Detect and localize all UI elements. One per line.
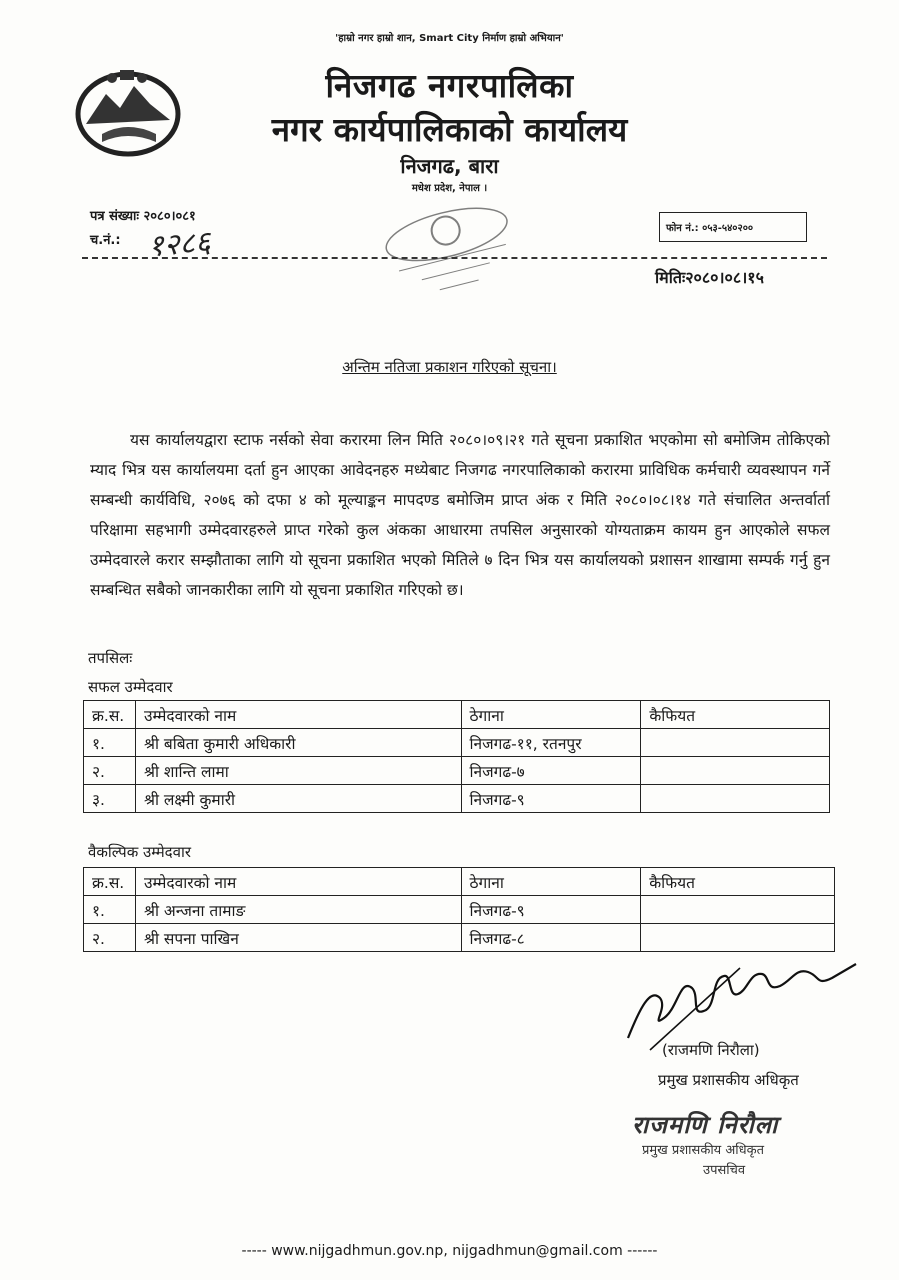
table-header-row: [84, 868, 835, 896]
cell-remarks: [641, 924, 835, 952]
successful-candidates-label: सफल उम्मेदवार: [88, 678, 173, 696]
name-stamp-title: प्रमुख प्रशासकीय अधिकृत: [642, 1143, 765, 1158]
header-address: ठेगाना: [461, 701, 641, 729]
cell-remarks: [641, 896, 835, 924]
header-sn: क्र.स.: [84, 701, 136, 729]
header-address: ठेगाना: [461, 868, 641, 896]
province: मधेश प्रदेश, नेपाल ।: [411, 183, 488, 194]
name-stamp-deputy: उपसचिव: [703, 1163, 746, 1178]
notice-subject: अन्तिम नतिजा प्रकाशन गरिएको सूचना।: [342, 358, 557, 376]
cell-address: निजगढ-११, रतनपुर: [461, 729, 641, 757]
table-row: [84, 757, 830, 785]
signatory-title: प्रमुख प्रशासकीय अधिकृत: [658, 1071, 799, 1089]
issue-date: मितिः२०८०।०८।१५: [655, 268, 764, 287]
successful-candidates-table: [83, 700, 830, 813]
phone-box: फोन नं.: ०५३-५४०२००: [659, 212, 807, 242]
signatory-name: (राजमणि निरौला): [662, 1041, 760, 1059]
header-divider: [82, 257, 827, 259]
cell-sn: १.: [84, 729, 136, 757]
letter-number: पत्र संख्याः २०८०।०८१: [90, 209, 196, 224]
cell-remarks: [641, 729, 830, 757]
dispatch-number-label: च.नं.:: [90, 233, 121, 248]
cell-remarks: [641, 785, 830, 813]
table-row: [84, 729, 830, 757]
dispatch-number-handwritten: १२८६: [146, 224, 212, 265]
cell-sn: २.: [84, 757, 136, 785]
table-header-row: [84, 701, 830, 729]
cell-address: निजगढ-८: [461, 924, 641, 952]
cell-remarks: [641, 757, 830, 785]
footer-contact: ----- www.nijgadhmun.gov.np, nijgadhmun@gmail.com ------: [241, 1243, 658, 1259]
district: निजगढ, बारा: [400, 154, 499, 178]
cell-address: निजगढ-७: [461, 757, 641, 785]
table-row: [84, 924, 835, 952]
cell-name: श्री सपना पाखिन: [135, 924, 461, 952]
tagline: 'हाम्रो नगर हाम्रो शान, Smart City निर्माण हाम्रो अभियान': [335, 33, 564, 44]
cell-address: निजगढ-९: [461, 896, 641, 924]
header-name: उम्मेदवारको नाम: [135, 868, 461, 896]
header-remarks: कैफियत: [641, 868, 835, 896]
office-name: नगर कार्यपालिकाको कार्यालय: [271, 110, 628, 149]
cell-name: श्री अन्जना तामाङ: [135, 896, 461, 924]
cell-address: निजगढ-९: [461, 785, 641, 813]
cell-name: श्री लक्ष्मी कुमारी: [135, 785, 461, 813]
cell-name: श्री बबिता कुमारी अधिकारी: [135, 729, 461, 757]
alternate-candidates-table: [83, 867, 835, 952]
cell-name: श्री शान्ति लामा: [135, 757, 461, 785]
tapasil-label: तपसिलः: [88, 649, 133, 667]
cell-sn: १.: [84, 896, 136, 924]
cell-sn: ३.: [84, 785, 136, 813]
cell-sn: २.: [84, 924, 136, 952]
table-row: [84, 896, 835, 924]
table-row: [84, 785, 830, 813]
notice-body: यस कार्यालयद्वारा स्टाफ नर्सको सेवा करारमा लिन मिति २०८०।०९।२१ गते सूचना प्रकाशित भएकोमा सो बमोजिम तोकिएको म्याद भित्र यस कार्यालयमा दर्ता हुन आएका आवेदनहरु मध्येबाट निजगढ नगरपालिकाको करारमा प्राविधिक कर्मचारी व्यवस्थापन गर्ने सम्बन्धी कार्यविधि, २०७६ को दफा ४ को मूल्याङ्कन मापदण्ड बमोजिम प्राप्त अंक र मिति २०८०।०८।१४ गते संचालित अन्तर्वार्ता परिक्षामा सहभागी उम्मेदवारहरुले प्राप्त गरेको कुल अंकका आधारमा तपसिल अनुसारको योग्यताक्रम कायम हुन आएकोले सफल उम्मेदवारले करार सम्झौताका लागि यो सूचना प्रकाशित भएको मितिले ७ दिन भित्र यस कार्यालयको प्रशासन शाखामा सम्पर्क गर्नु हुन सम्बन्धित सबैको जानकारीका लागि यो सूचना प्रकाशित गरिएको छ।: [90, 431, 830, 599]
name-stamp: राजमणि निरौला: [632, 1110, 779, 1139]
alternate-candidates-label: वैकल्पिक उम्मेदवार: [88, 843, 191, 861]
header-sn: क्र.स.: [84, 868, 136, 896]
header-remarks: कैफियत: [641, 701, 830, 729]
municipality-name: निजगढ नगरपालिका: [325, 66, 574, 105]
header-name: उम्मेदवारको नाम: [135, 701, 461, 729]
office-stamp-seal: [375, 196, 525, 300]
